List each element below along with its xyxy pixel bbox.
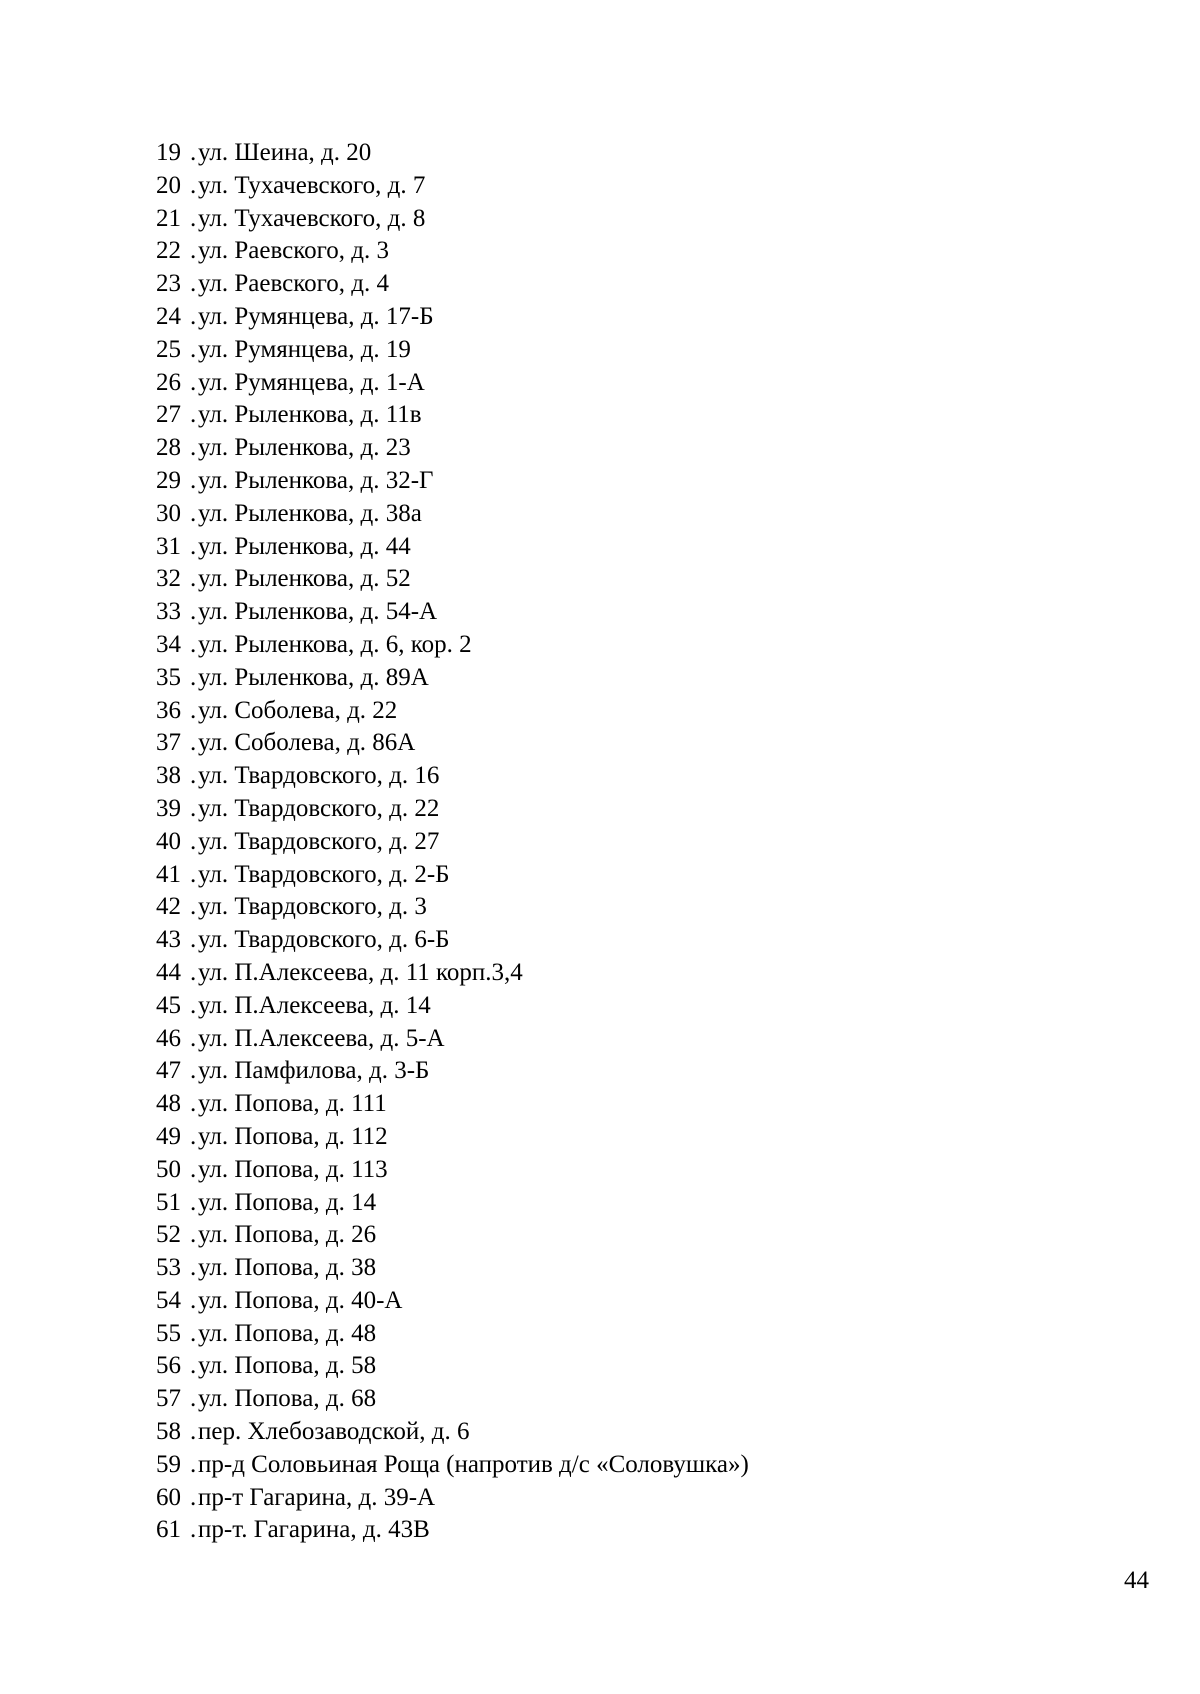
item-number-dot: . <box>190 204 197 232</box>
item-number: 36 <box>156 696 181 724</box>
list-item <box>156 268 749 301</box>
item-number-dot: . <box>190 991 197 1019</box>
item-number-dot: . <box>190 794 197 822</box>
list-item <box>156 1219 749 1252</box>
item-number-dot: . <box>190 1385 197 1413</box>
address-list <box>156 137 749 1547</box>
list-item <box>156 924 749 957</box>
item-address: ул. Рыленкова, д. 44 <box>198 532 411 560</box>
item-address: ул. Твардовского, д. 16 <box>198 762 440 790</box>
item-address: ул. Попова, д. 111 <box>198 1090 387 1118</box>
item-number-dot: . <box>190 1450 197 1478</box>
item-number-dot: . <box>190 926 197 954</box>
item-number-dot: . <box>190 1155 197 1183</box>
item-number: 43 <box>156 926 181 954</box>
item-address: ул. П.Алексеева, д. 14 <box>198 991 431 1019</box>
item-address: ул. Шеина, д. 20 <box>198 139 372 166</box>
item-number-dot: . <box>190 1090 197 1118</box>
list-item <box>156 1514 749 1547</box>
list-item <box>156 1055 749 1088</box>
list-item <box>156 1350 749 1383</box>
item-number: 51 <box>156 1188 181 1216</box>
item-address: ул. Попова, д. 112 <box>198 1122 388 1150</box>
list-item <box>156 1121 749 1154</box>
item-address: ул. Рыленкова, д. 89А <box>198 663 429 691</box>
item-address: ул. Твардовского, д. 6-Б <box>198 926 450 954</box>
item-number: 49 <box>156 1122 181 1150</box>
list-item <box>156 793 749 826</box>
item-number: 25 <box>156 335 181 363</box>
item-address: ул. Раевского, д. 4 <box>198 270 389 298</box>
item-number: 60 <box>156 1483 181 1511</box>
item-number: 23 <box>156 270 181 298</box>
item-address: ул. Рыленкова, д. 11в <box>198 401 422 429</box>
item-number-dot: . <box>190 499 197 527</box>
item-number-dot: . <box>190 1286 197 1314</box>
item-number-dot: . <box>190 335 197 363</box>
list-item <box>156 1088 749 1121</box>
list-item <box>156 990 749 1023</box>
item-address: ул. П.Алексеева, д. 5-А <box>198 1024 445 1052</box>
item-address: ул. Рыленкова, д. 54-А <box>198 598 438 626</box>
list-item <box>156 662 749 695</box>
item-address: ул. Рыленкова, д. 23 <box>198 434 411 462</box>
item-number-dot: . <box>190 1319 197 1347</box>
item-address: пр-т. Гагарина, д. 43В <box>198 1516 430 1544</box>
item-address: ул. Рыленкова, д. 52 <box>198 565 411 593</box>
list-item <box>156 432 749 465</box>
item-number: 24 <box>156 302 181 330</box>
list-item <box>156 137 749 170</box>
list-item <box>156 531 749 564</box>
item-number-dot: . <box>190 1122 197 1150</box>
page-number: 44 <box>1124 1567 1149 1594</box>
item-address: ул. Твардовского, д. 3 <box>198 893 427 921</box>
item-number: 22 <box>156 237 181 265</box>
item-number-dot: . <box>190 1483 197 1511</box>
item-number: 58 <box>156 1418 181 1446</box>
item-number-dot: . <box>190 696 197 724</box>
list-item <box>156 334 749 367</box>
item-number-dot: . <box>190 565 197 593</box>
list-item <box>156 1482 749 1515</box>
item-number: 39 <box>156 794 181 822</box>
item-number: 29 <box>156 466 181 494</box>
list-item <box>156 498 749 531</box>
item-number-dot: . <box>190 1024 197 1052</box>
item-address: ул. Попова, д. 48 <box>198 1319 377 1347</box>
item-number-dot: . <box>190 401 197 429</box>
item-address: ул. Рыленкова, д. 38а <box>198 499 422 527</box>
item-address: ул. Попова, д. 38 <box>198 1254 377 1282</box>
item-address: ул. Твардовского, д. 2-Б <box>198 860 450 888</box>
item-address: ул. Тухачевского, д. 7 <box>198 171 426 199</box>
item-number: 40 <box>156 827 181 855</box>
item-address: ул. П.Алексеева, д. 11 корп.3,4 <box>198 958 523 986</box>
list-item <box>156 1187 749 1220</box>
item-number: 28 <box>156 434 181 462</box>
list-item <box>156 859 749 892</box>
item-address: ул. Рыленкова, д. 32-Г <box>198 466 434 494</box>
item-address: ул. Раевского, д. 3 <box>198 237 389 265</box>
item-number-dot: . <box>190 762 197 790</box>
item-address: ул. Румянцева, д. 19 <box>198 335 411 363</box>
item-address: ул. Попова, д. 68 <box>198 1385 377 1413</box>
item-number-dot: . <box>190 532 197 560</box>
list-item <box>156 1252 749 1285</box>
item-number-dot: . <box>190 1418 197 1446</box>
item-number-dot: . <box>190 1221 197 1249</box>
item-address: пр-т Гагарина, д. 39-А <box>198 1483 436 1511</box>
item-number-dot: . <box>190 368 197 396</box>
item-address: ул. Румянцева, д. 17-Б <box>198 302 434 330</box>
item-number: 59 <box>156 1450 181 1478</box>
item-address: ул. Тухачевского, д. 8 <box>198 204 426 232</box>
item-number-dot: . <box>190 827 197 855</box>
item-number: 27 <box>156 401 181 429</box>
item-number: 45 <box>156 991 181 1019</box>
item-number-dot: . <box>190 302 197 330</box>
item-number: 48 <box>156 1090 181 1118</box>
list-item <box>156 367 749 400</box>
item-number-dot: . <box>190 860 197 888</box>
item-number: 57 <box>156 1385 181 1413</box>
list-item <box>156 760 749 793</box>
item-number: 35 <box>156 663 181 691</box>
item-number-dot: . <box>190 270 197 298</box>
item-number: 55 <box>156 1319 181 1347</box>
list-item <box>156 465 749 498</box>
item-number-dot: . <box>190 466 197 494</box>
item-number-dot: . <box>190 1057 197 1085</box>
item-number-dot: . <box>190 1352 197 1380</box>
item-number-dot: . <box>190 171 197 199</box>
item-address: ул. Попова, д. 26 <box>198 1221 377 1249</box>
list-item <box>156 695 749 728</box>
item-number: 20 <box>156 171 181 199</box>
item-number: 47 <box>156 1057 181 1085</box>
item-number: 53 <box>156 1254 181 1282</box>
list-item <box>156 596 749 629</box>
item-number: 41 <box>156 860 181 888</box>
item-number: 32 <box>156 565 181 593</box>
list-item <box>156 727 749 760</box>
item-number-dot: . <box>190 663 197 691</box>
item-number: 56 <box>156 1352 181 1380</box>
list-item <box>156 563 749 596</box>
list-item <box>156 399 749 432</box>
item-number: 50 <box>156 1155 181 1183</box>
item-number: 33 <box>156 598 181 626</box>
item-number-dot: . <box>190 1516 197 1544</box>
item-address: ул. Соболева, д. 86А <box>198 729 416 757</box>
item-number: 37 <box>156 729 181 757</box>
item-number-dot: . <box>190 139 197 166</box>
item-number: 21 <box>156 204 181 232</box>
list-item <box>156 1383 749 1416</box>
item-address: ул. Рыленкова, д. 6, кор. 2 <box>198 630 472 658</box>
item-number-dot: . <box>190 434 197 462</box>
item-address: ул. Памфилова, д. 3-Б <box>198 1057 430 1085</box>
item-address: ул. Румянцева, д. 1-А <box>198 368 425 396</box>
list-item <box>156 1449 749 1482</box>
item-address: ул. Твардовского, д. 27 <box>198 827 440 855</box>
item-number: 42 <box>156 893 181 921</box>
list-item <box>156 1285 749 1318</box>
list-item <box>156 235 749 268</box>
item-number-dot: . <box>190 729 197 757</box>
item-number: 30 <box>156 499 181 527</box>
item-number: 38 <box>156 762 181 790</box>
item-number-dot: . <box>190 598 197 626</box>
list-item <box>156 891 749 924</box>
list-item <box>156 957 749 990</box>
item-address: пер. Хлебозаводской, д. 6 <box>198 1418 470 1446</box>
item-number-dot: . <box>190 958 197 986</box>
item-address: пр-д Соловьиная Роща (напротив д/с «Соловушка») <box>198 1450 749 1478</box>
list-item <box>156 629 749 662</box>
item-address: ул. Твардовского, д. 22 <box>198 794 440 822</box>
item-number-dot: . <box>190 1188 197 1216</box>
item-address: ул. Попова, д. 40-А <box>198 1286 403 1314</box>
item-number: 26 <box>156 368 181 396</box>
item-number-dot: . <box>190 1254 197 1282</box>
list-item <box>156 1154 749 1187</box>
list-item <box>156 170 749 203</box>
item-number: 46 <box>156 1024 181 1052</box>
list-item <box>156 1318 749 1351</box>
item-number: 52 <box>156 1221 181 1249</box>
item-number: 44 <box>156 958 181 986</box>
item-address: ул. Соболева, д. 22 <box>198 696 398 724</box>
item-address: ул. Попова, д. 58 <box>198 1352 377 1380</box>
item-number-dot: . <box>190 630 197 658</box>
list-item <box>156 826 749 859</box>
list-item <box>156 1416 749 1449</box>
list-item <box>156 1023 749 1056</box>
item-number: 54 <box>156 1286 181 1314</box>
item-number: 34 <box>156 630 181 658</box>
item-number-dot: . <box>190 893 197 921</box>
item-number-dot: . <box>190 237 197 265</box>
item-number: 19 <box>156 139 181 166</box>
item-number: 31 <box>156 532 181 560</box>
item-address: ул. Попова, д. 14 <box>198 1188 377 1216</box>
item-number: 61 <box>156 1516 181 1544</box>
list-item <box>156 203 749 236</box>
item-address: ул. Попова, д. 113 <box>198 1155 388 1183</box>
list-item <box>156 301 749 334</box>
